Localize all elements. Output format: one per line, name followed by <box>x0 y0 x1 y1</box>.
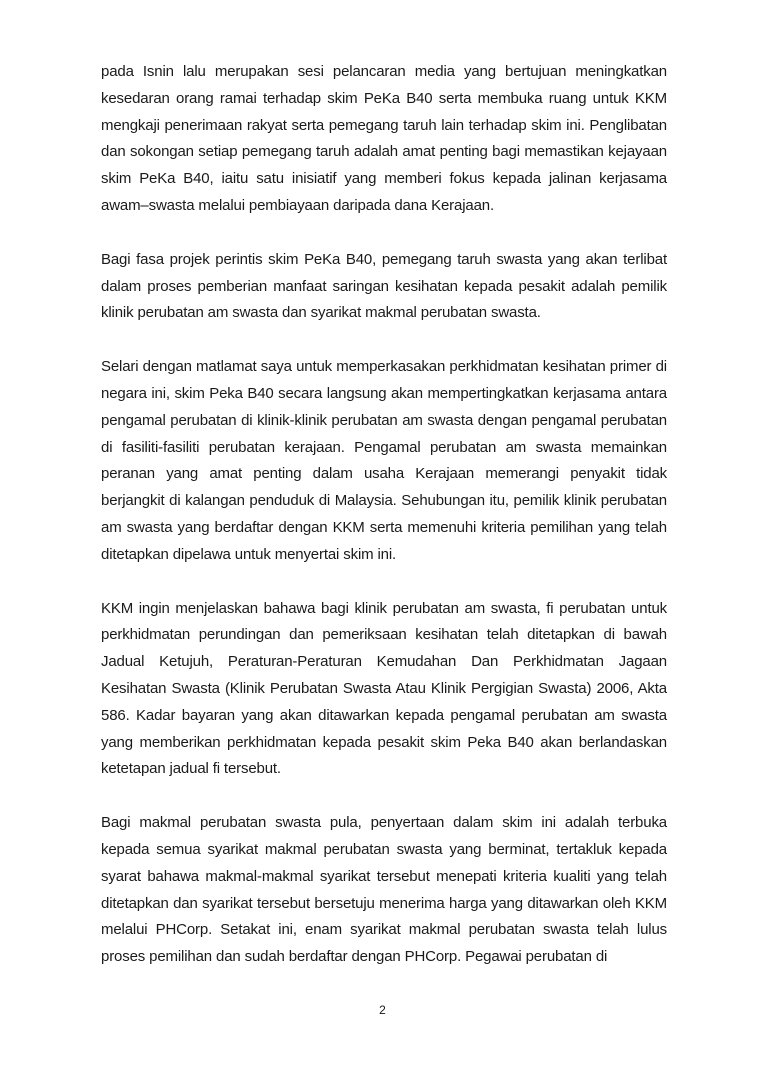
paragraph-1: pada Isnin lalu merupakan sesi pelancaran media yang bertujuan meningkatkan kesedaran orang ramai terhadap skim PeKa B40 serta membuka ruang untuk KKM mengkaji penerimaan rakyat serta pemegang taruh lain terhadap skim ini. Penglibatan dan sokongan setiap pemegang taruh adalah amat penting bagi memastikan kejayaan skim PeKa B40, iaitu satu inisiatif yang memberi fokus kepada jalinan kerjasama awam–swasta melalui pembiayaan daripada dana Kerajaan. <box>101 63 667 214</box>
document-body <box>101 59 667 998</box>
page-number: 2 <box>379 1003 386 1017</box>
paragraph-4: KKM ingin menjelaskan bahawa bagi klinik perubatan am swasta, fi perubatan untuk perkhidmatan perundingan dan pemeriksaan kesihatan telah ditetapkan di bawah Jadual Ketujuh, Peraturan-Peraturan Kemudahan Dan Perkhidmatan Jagaan Kesihatan Swasta (Klinik Perubatan Swasta Atau Klinik Pergigian Swasta) 2006, Akta 586. Kadar bayaran yang akan ditawarkan kepada pengamal perubatan am swasta yang memberikan perkhidmatan kepada pesakit skim Peka B40 akan berlandaskan ketetapan jadual fi tersebut. <box>101 599 667 778</box>
paragraph-5: Bagi makmal perubatan swasta pula, penyertaan dalam skim ini adalah terbuka kepada semua syarikat makmal perubatan swasta yang berminat, tertakluk kepada syarat bahawa makmal-makmal syarikat tersebut menepati kriteria kualiti yang telah ditetapkan dan syarikat tersebut bersetuju menerima harga yang ditawarkan oleh KKM melalui PHCorp. Setakat ini, enam syarikat makmal perubatan swasta telah lulus proses pemilihan dan sudah berdaftar dengan PHCorp. Pegawai perubatan di <box>101 814 667 966</box>
paragraph-3: Selari dengan matlamat saya untuk memperkasakan perkhidmatan kesihatan primer di negara ini, skim Peka B40 secara langsung akan mempertingkatkan kerjasama antara pengamal perubatan di klinik-klinik perubatan am swasta dengan pengamal perubatan di fasiliti-fasiliti perubatan kerajaan. Pengamal perubatan am swasta memainkan peranan yang amat penting dalam usaha Kerajaan memerangi penyakit tidak berjangkit di kalangan penduduk di Malaysia. Sehubungan itu, pemilik klinik perubatan am swasta yang berdaftar dengan KKM serta memenuhi kriteria pemilihan yang telah ditetapkan dipelawa untuk menyertai skim ini. <box>101 358 667 563</box>
paragraph-2: Bagi fasa projek perintis skim PeKa B40, pemegang taruh swasta yang akan terlibat dalam proses pemberian manfaat saringan kesihatan kepada pesakit adalah pemilik klinik perubatan am swasta dan syarikat makmal perubatan swasta. <box>101 250 667 322</box>
